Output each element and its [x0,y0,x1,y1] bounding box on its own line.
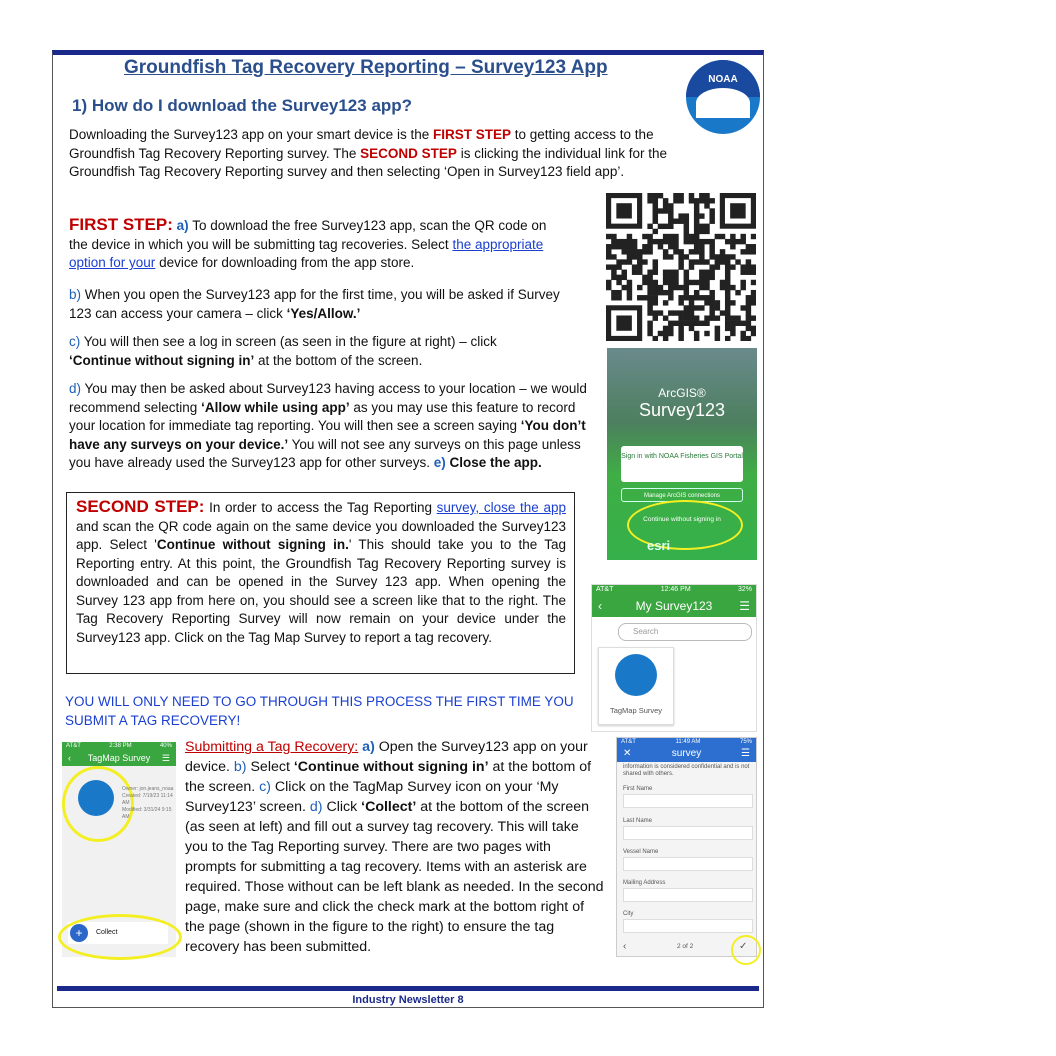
first-step-b: b) When you open the Survey123 app for the first time, you will be asked if Survey 123 can access your camera – click ‘Yes/Allow.’ [69,287,560,321]
page-footer: Industry Newsletter 8 [352,994,464,1006]
search-input[interactable]: Search [618,623,752,641]
screen-title: My Survey123 [635,599,713,613]
highlight-ring [627,500,743,550]
last-name-field[interactable] [623,826,753,840]
tagmap-survey-tile[interactable]: TagMap Survey [598,647,674,725]
first-name-field[interactable] [623,794,753,808]
menu-icon[interactable]: ☰ [161,753,170,763]
submit-instructions: Submitting a Tag Recovery: a) Open the Survey123 app on your device. b) Select ‘Continue without signing in’ at the bottom of the screen. c) Click on the TagMap Survey icon on your ‘My Survey123’ screen. d) Click ‘Collect’ at the bottom of the screen (as seen at left) and fill out a survey tag recovery. This will take you to the Tag Reporting survey. There are two pages with prompts for submitting a tag recovery. Items with an asterisk are required. Those without can be left blank as needed. In the second page, make sure and click the check mark at the bottom right of the page (shown in the figure to the right) to ensure the tag recovery has been submitted. [185,739,604,955]
previous-page-icon[interactable]: ‹ [623,941,627,952]
survey-form-screenshot: AT&T 11:49 AM 75% ✕ survey ☰ information is considered confidential and is not shared with others. First Name Last Name Vessel Name Mailing Address City ‹ 2 of 2 ✓ [616,737,757,957]
first-time-notice: YOU WILL ONLY NEED TO GO THROUGH THIS PROCESS THE FIRST TIME YOU SUBMIT A TAG RECOVERY! [65,694,574,728]
esri-logo: esri [647,538,671,553]
qr-code [606,193,756,341]
first-step-a: FIRST STEP: a) To download the free Survey123 app, scan the QR code on the device in which you will be submitting tag recoveries. Select the appropriate option for your device for downloading from the app store. [69,215,547,270]
page-indicator: 2 of 2 [677,943,694,950]
noaa-logo-text: NOAA [708,74,738,85]
city-field[interactable] [623,919,753,933]
section-heading: 1) How do I download the Survey123 app? [72,96,413,115]
survey-link[interactable]: survey, close the app [436,500,566,515]
manage-connections-button[interactable]: Manage ArcGIS connections [621,488,743,502]
menu-icon[interactable]: ☰ [739,599,750,613]
highlight-ring [58,914,182,960]
vessel-name-field[interactable] [623,857,753,871]
first-step-d: d) You may then be asked about Survey123 having access to your location – we would recommend selecting ‘Allow while using app’ as you may use this feature to record your location for immediate tag reporting. You will then see a screen saying ‘You don’t have any surveys on your device.’ You will not see any surveys on this page unless you have already used the Survey123 app for other surveys. e) Close the app. [69,381,587,470]
intro-paragraph: Downloading the Survey123 app on your smart device is the FIRST STEP to getting access to the Groundfish Tag Recovery Reporting survey. The SECOND STEP is clicking the individual link for the Groundfish Tag Recovery Reporting survey and then selecting ‘Open in Survey123 field app’. [69,127,668,179]
page-title: Groundfish Tag Recovery Reporting – Survey123 App [124,57,608,78]
collect-button[interactable]: Collect [68,922,168,944]
noaa-logo [686,60,760,134]
my-survey123-screenshot: AT&T 12:46 PM 32% ‹ My Survey123 ☰ Search TagMap Survey [591,584,757,732]
arcgis-app-name: Survey123 [638,400,726,420]
close-icon[interactable]: ✕ [623,748,632,759]
submit-check-icon[interactable]: ✓ [739,941,748,952]
arcgis-login-screenshot [607,348,757,560]
back-icon[interactable]: ‹ [68,753,71,763]
arcgis-brand: ArcGIS® [658,386,706,400]
menu-icon[interactable]: ☰ [741,748,750,759]
tagmap-survey-screenshot: AT&T 2:38 PM 40% ‹ TagMap Survey ☰ Owner: jon.jeans_noaa Created: 7/19/23 11:14 AM Modified: 3/31/24 9:15 AM Collect + [62,742,176,957]
back-icon[interactable]: ‹ [598,599,602,613]
first-step-c: c) You will then see a log in screen (as seen in the figure at right) – click ‘Continue without signing in’ at the bottom of the screen. [69,334,497,368]
footer-rule [57,986,759,991]
signin-button[interactable]: Sign in with NOAA Fisheries GIS Portal [621,446,743,482]
plus-icon[interactable]: + [70,924,88,942]
noaa-icon [615,654,657,696]
app-store-link[interactable]: the appropriate option for your [69,236,544,270]
second-step-text: SECOND STEP: In order to access the Tag Reporting survey, close the app and scan the QR code again on the same device you downloaded the Survey123 app. Select 'Continue without signing in.' This should take you to the Tag Reporting entry. At this point, the Groundfish Tag Recovery Reporting survey is downloaded and can be opened in the Survey 123 app. When opening the Survey 123 app from here on, you should see a screen like that to the right. The Tag Recovery Reporting Survey will now remain on your device under the Survey123 app. Click on the Tag Map Survey to report a tag recovery. [76,497,566,645]
highlight-ring [731,935,761,965]
mailing-address-field[interactable] [623,888,753,902]
continue-without-signing-in-button[interactable]: Continue without signing in [643,516,721,523]
